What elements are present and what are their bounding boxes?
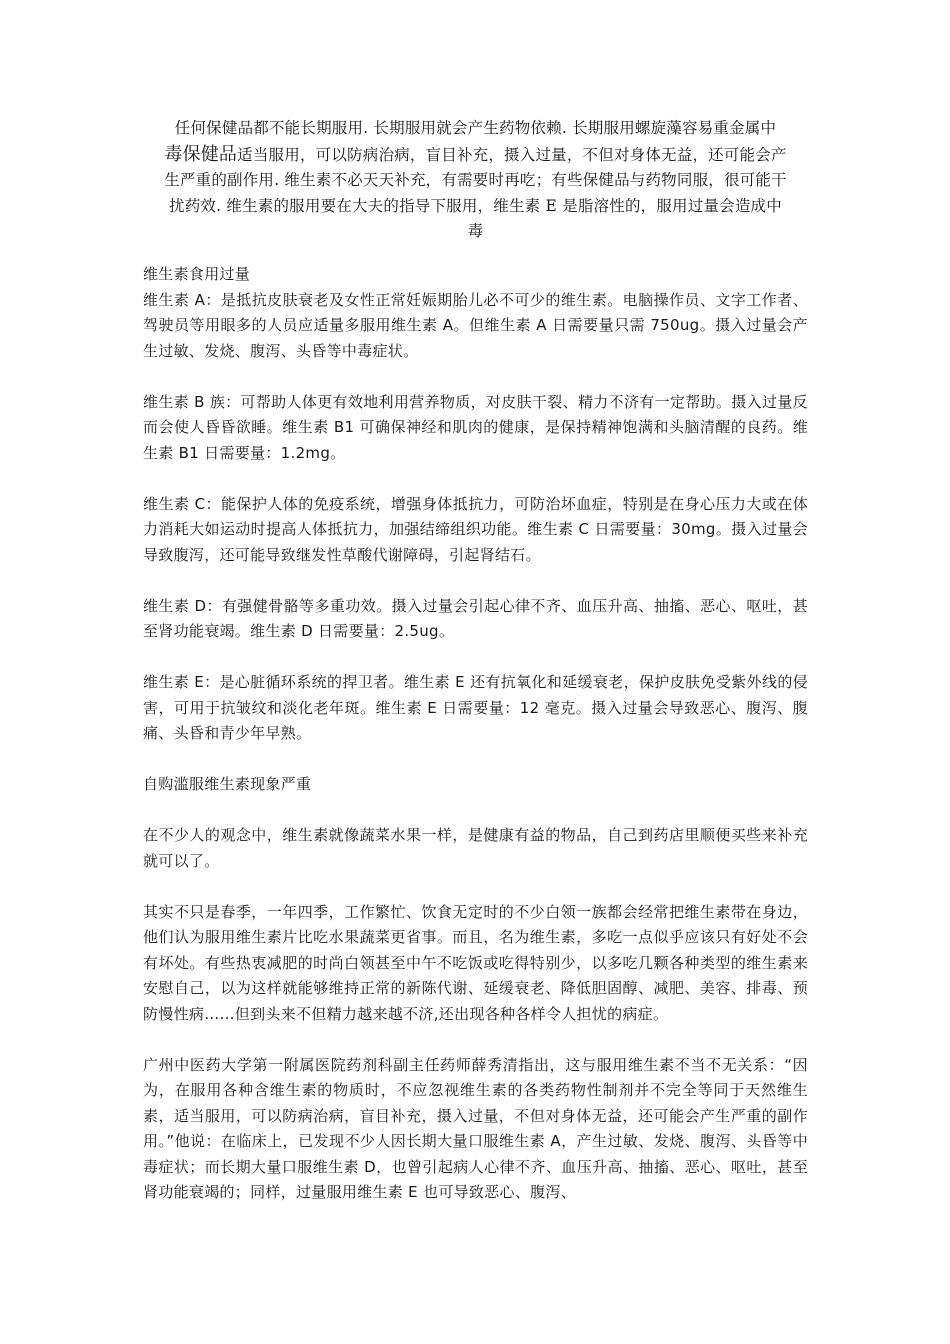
intro-line: 生严重的副作用. 维生素不必天天补充，有需要时再吃；有些保健品与药物同服，很可能干: [164, 171, 787, 189]
intro-paragraph: [143, 116, 808, 245]
intro-emphasis: 毒保健品: [164, 143, 238, 165]
body-paragraph: 在不少人的观念中，维生素就像蔬菜水果一样，是健康有益的物品，自己到药店里顺便买些来补充就可以了。: [143, 826, 808, 870]
vitamin-a-paragraph: 维生素 A：是抵抗皮肤衰老及女性正常妊娠期胎儿必不可少的维生素。电脑操作员、文字工作者、驾驶员等用眼多的人员应适量多服用维生素 A。但维生素 A 日需要量只需 750ug。摄入过量会产生过敏、发烧、腹泻、头昏等中毒症状。: [143, 290, 808, 360]
section-heading: 维生素食用过量: [143, 265, 251, 283]
body-paragraph: 其实不只是春季，一年四季，工作繁忙、饮食无定时的不少白领一族都会经常把维生素带在身边，他们认为服用维生素片比吃水果蔬菜更省事。而且，名为维生素，多吃一点似乎应该只有好处不会有坏处。有些热衷减肥的时尚白领甚至中午不吃饭或吃得特别少，以多吃几颗各种类型的维生素来安慰自己，以为这样就能够维持正常的新陈代谢、延缓衰老、降低胆固醇、减肥、美容、排毒、预防慢性病……但到头来不但精力越来越不济,还出现各种各样令人担忧的病症。: [143, 902, 808, 1023]
section-heading: 自购滥服维生素现象严重: [143, 775, 312, 793]
intro-line: 扰药效. 维生素的服用要在大夫的指导下服用，维生素 E 是脂溶性的，服用过量会造成中: [169, 196, 782, 215]
body-paragraph: 广州中医药大学第一附属医院药剂科副主任药师薛秀清指出，这与服用维生素不当不无关系：“因为，在服用各种含维生素的物质时，不应忽视维生素的各类药物性制剂并不完全等同于天然维生素，适当服用，可以防病治病，盲目补充，摄入过量，不但对身体无益，还可能会产生严重的副作用。”他说：在临床上，已发现不少人因长期大量口服维生素 A，产生过敏、发烧、腹泻、头昏等中毒症状；而长期大量口服维生素 D，也曾引起病人心律不齐、血压升高、抽搐、恶心、呕吐，甚至肾功能衰竭的；同样，过量服用维生素 E 也可导致恶心、腹泻、: [143, 1055, 808, 1201]
intro-line: 毒: [467, 222, 484, 240]
vitamin-c-paragraph: 维生素 C：能保护人体的免疫系统，增强身体抵抗力，可防治坏血症，特别是在身心压力大或在体力消耗大如运动时提高人体抵抗力，加强结缔组织功能。维生素 C 日需要量：30mg。摄入过量会导致腹泻，还可能导致继发性草酸代谢障碍，引起肾结石。: [143, 494, 808, 564]
intro-line: [143, 142, 808, 169]
intro-line-rest: 适当服用，可以防病治病，盲目补充，摄入过量，不但对身体无益，还可能会产: [237, 145, 787, 164]
intro-line: 任何保健品都不能长期服用. 长期服用就会产生药物依赖. 长期服用螺旋藻容易重金属中: [174, 119, 777, 137]
vitamin-e-paragraph: 维生素 E：是心脏循环系统的捍卫者。维生素 E 还有抗氧化和延缓衰老，保护皮肤免受紫外线的侵害，可用于抗皱纹和淡化老年斑。维生素 E 日需要量：12 毫克。摄入过量会导致恶心、腹泻、腹痛、头昏和青少年早熟。: [143, 673, 808, 742]
document-body: [143, 262, 808, 1231]
vitamin-b-paragraph: 维生素 B 族：可帮助人体更有效地利用营养物质，对皮肤干裂、精力不济有一定帮助。摄入过量反而会使人昏昏欲睡。维生素 B1 可确保神经和肌肉的健康，是保持精神饱满和头脑清醒的良药。维生素 B1 日需要量：1.2mg。: [143, 392, 808, 462]
vitamin-d-paragraph: 维生素 D：有强健骨骼等多重功效。摄入过量会引起心律不齐、血压升高、抽搐、恶心、呕吐，甚至肾功能衰竭。维生素 D 日需要量：2.5ug。: [143, 596, 808, 640]
